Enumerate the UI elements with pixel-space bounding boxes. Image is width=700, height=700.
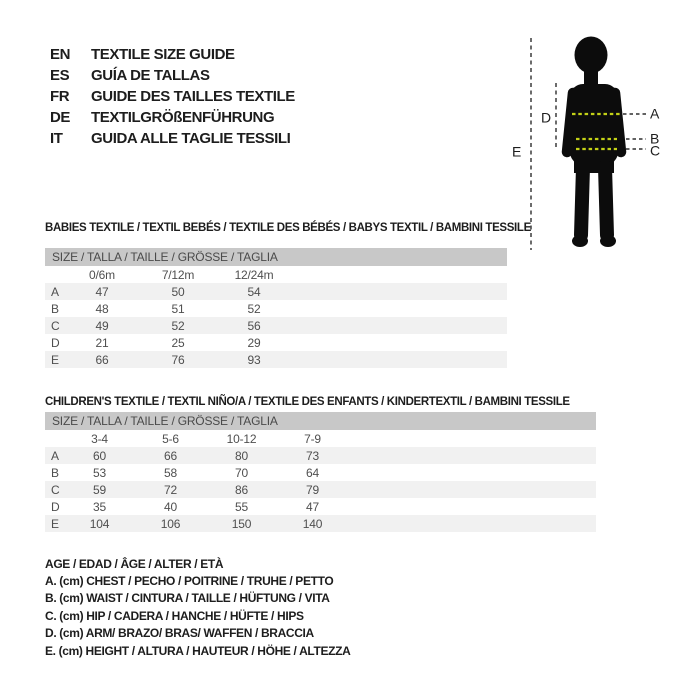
table-row (45, 334, 507, 351)
babies-table-title: BABIES TEXTILE / TEXTIL BEBÉS / TEXTILE DES BÉBÉS / BABYS TEXTIL / BAMBINI TESSILE (45, 222, 531, 234)
language-title: GUÍA DE TALLAS (91, 67, 210, 84)
table-row (45, 515, 596, 532)
child-left-arm (567, 93, 573, 152)
table-cell: 51 (171, 301, 185, 316)
language-code: DE (50, 109, 71, 126)
legend-item: C. (cm) HIP / CADERA / HANCHE / HÜFTE / HIPS (45, 608, 304, 623)
column-header: 0/6m (89, 267, 115, 282)
table-row (45, 498, 596, 515)
language-code: FR (50, 88, 70, 105)
column-header: 10-12 (226, 431, 257, 446)
size-header-bar: SIZE / TALLA / TAILLE / GRÖSSE / TAGLIA (45, 248, 507, 266)
table-row (45, 351, 507, 368)
figure-label-e: E (512, 143, 522, 160)
table-cell: 59 (93, 482, 106, 497)
row-label: C (51, 482, 60, 497)
column-header: 7/12m (161, 267, 195, 282)
table-cell: 150 (231, 516, 252, 531)
table-cell: 64 (306, 465, 319, 480)
table-cell: 73 (306, 448, 319, 463)
table-cell: 86 (235, 482, 248, 497)
child-head (575, 37, 608, 74)
table-cell: 104 (89, 516, 110, 531)
row-label: D (51, 335, 60, 350)
table-row (45, 283, 507, 300)
column-header: 12/24m (234, 267, 274, 282)
child-right-arm (615, 93, 621, 152)
table-cell: 93 (247, 352, 261, 367)
row-label: B (51, 301, 59, 316)
table-cell: 53 (93, 465, 106, 480)
column-header: 5-6 (162, 431, 179, 446)
table-cell: 47 (306, 499, 319, 514)
legend-item: A. (cm) CHEST / PECHO / POITRINE / TRUHE / PETTO (45, 574, 334, 589)
row-label: E (51, 352, 59, 367)
column-header: 7-9 (304, 431, 321, 446)
table-cell: 58 (164, 465, 177, 480)
table-row (45, 300, 507, 317)
table-row (45, 481, 596, 498)
figure-label-c: C (650, 142, 661, 159)
child-silhouette (567, 37, 621, 248)
child-left-leg (581, 167, 583, 235)
language-row (50, 86, 295, 107)
table-cell: 140 (302, 516, 323, 531)
row-label: B (51, 465, 59, 480)
table-cell: 21 (95, 335, 109, 350)
table-cell: 48 (95, 301, 109, 316)
language-row (50, 65, 295, 86)
legend-item: E. (cm) HEIGHT / ALTURA / HAUTEUR / HÖHE / ALTEZZA (45, 643, 351, 658)
row-label: D (51, 499, 60, 514)
table-cell: 52 (247, 301, 261, 316)
table-cell: 56 (247, 318, 261, 333)
size-header-bar: SIZE / TALLA / TAILLE / GRÖSSE / TAGLIA (45, 412, 596, 430)
table-cell: 49 (95, 318, 109, 333)
table-row (45, 464, 596, 481)
language-row (50, 44, 295, 65)
column-header: 3-4 (91, 431, 108, 446)
table-cell: 52 (171, 318, 185, 333)
table-cell: 66 (95, 352, 109, 367)
language-code: IT (50, 130, 63, 147)
table-cell: 25 (171, 335, 185, 350)
table-cell: 55 (235, 499, 248, 514)
table-cell: 47 (95, 284, 109, 299)
table-cell: 76 (171, 352, 185, 367)
table-row (45, 317, 507, 334)
table-cell: 35 (93, 499, 106, 514)
language-row (50, 107, 295, 128)
table-row (45, 447, 596, 464)
legend-item: B. (cm) WAIST / CINTURA / TAILLE / HÜFTUNG / VITA (45, 591, 330, 606)
language-title: GUIDA ALLE TAGLIE TESSILI (91, 130, 291, 147)
language-title: TEXTILGRÖßENFÜHRUNG (91, 109, 275, 126)
table-cell: 54 (247, 284, 261, 299)
figure-label-b: B (650, 130, 660, 147)
children-size-table (45, 412, 596, 532)
table-cell: 60 (93, 448, 106, 463)
row-label: A (51, 448, 59, 463)
child-left-foot (572, 235, 588, 247)
row-label: E (51, 516, 59, 531)
child-right-foot (600, 235, 616, 247)
table-cell: 40 (164, 499, 177, 514)
table-cell: 106 (160, 516, 181, 531)
table-cell: 79 (306, 482, 319, 497)
table-cell: 29 (247, 335, 261, 350)
row-label: C (51, 318, 60, 333)
language-title: GUIDE DES TAILLES TEXTILE (91, 88, 295, 105)
table-cell: 72 (164, 482, 177, 497)
column-header-row (45, 430, 596, 447)
table-cell: 50 (171, 284, 185, 299)
language-code: EN (50, 46, 71, 63)
figure-label-a: A (650, 105, 660, 122)
child-right-leg (605, 167, 607, 235)
legend-age-line: AGE / EDAD / ÂGE / ALTER / ETÀ (45, 556, 224, 571)
row-label: A (51, 284, 59, 299)
language-row (50, 128, 295, 149)
language-title: TEXTILE SIZE GUIDE (91, 46, 235, 63)
measurement-legend (45, 555, 350, 659)
legend-item: D. (cm) ARM/ BRAZO/ BRAS/ WAFFEN / BRACCIA (45, 626, 314, 641)
table-cell: 80 (235, 448, 248, 463)
children-table-title: CHILDREN'S TEXTILE / TEXTIL NIÑO/A / TEXTILE DES ENFANTS / KINDERTEXTIL / BAMBINI TESSILE (45, 396, 570, 408)
table-cell: 70 (235, 465, 248, 480)
table-cell: 66 (164, 448, 177, 463)
language-code: ES (50, 67, 70, 84)
column-header-row (45, 266, 507, 283)
figure-label-d: D (540, 109, 552, 126)
language-title-list (50, 44, 295, 149)
babies-size-table (45, 248, 507, 368)
